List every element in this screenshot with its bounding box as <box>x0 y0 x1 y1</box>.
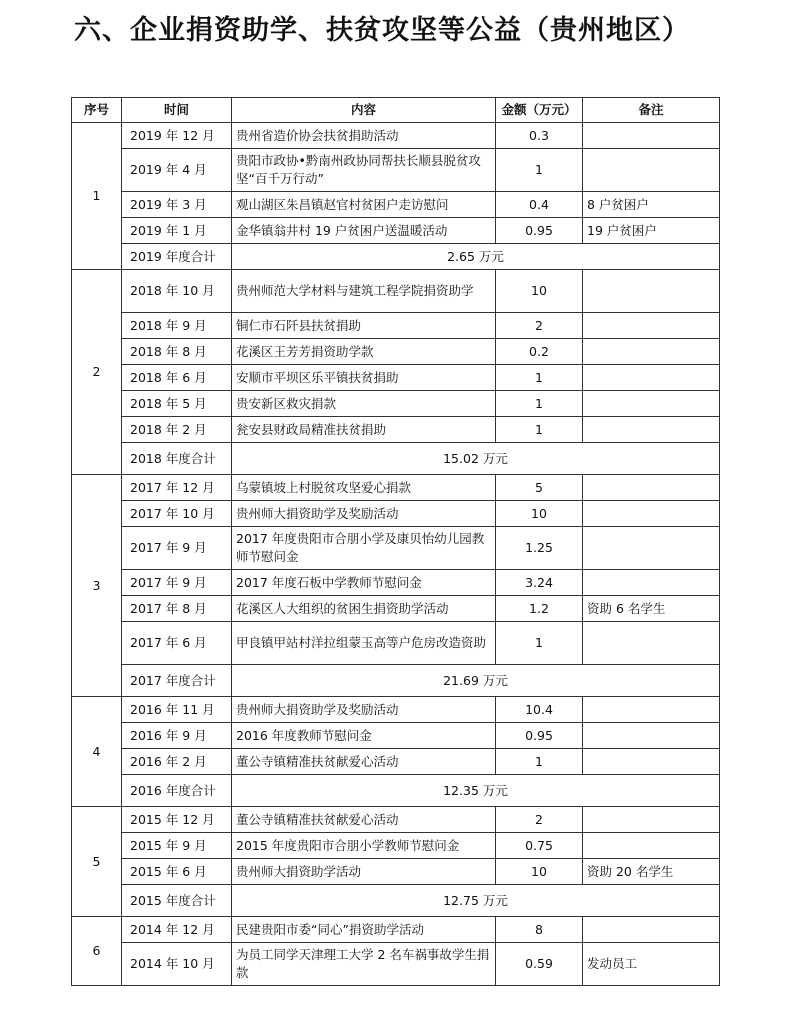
note-cell <box>583 270 720 313</box>
total-label: 2015 年度合计 <box>122 885 232 917</box>
note-cell <box>583 313 720 339</box>
group-index: 4 <box>72 697 122 807</box>
time-cell: 2014 年 12 月 <box>122 917 232 943</box>
content-cell: 甲良镇甲站村洋拉组蒙玉高等户危房改造资助 <box>232 622 496 665</box>
note-cell <box>583 570 720 596</box>
note-cell <box>583 417 720 443</box>
note-cell <box>583 833 720 859</box>
amount-cell: 1 <box>496 149 583 192</box>
total-label: 2019 年度合计 <box>122 244 232 270</box>
time-cell: 2016 年 11 月 <box>122 697 232 723</box>
time-cell: 2017 年 10 月 <box>122 501 232 527</box>
page-title: 六、企业捐资助学、扶贫攻坚等公益（贵州地区） <box>74 15 690 46</box>
total-value: 15.02 万元 <box>232 443 720 475</box>
total-value: 21.69 万元 <box>232 665 720 697</box>
content-cell: 2016 年度教师节慰问金 <box>232 723 496 749</box>
amount-cell: 0.95 <box>496 723 583 749</box>
table-row <box>72 596 720 622</box>
amount-cell: 0.3 <box>496 123 583 149</box>
table-row <box>72 475 720 501</box>
time-cell: 2015 年 9 月 <box>122 833 232 859</box>
table-row <box>72 417 720 443</box>
amount-cell: 1 <box>496 391 583 417</box>
note-cell <box>583 749 720 775</box>
table-row <box>72 339 720 365</box>
table-row <box>72 501 720 527</box>
time-cell: 2015 年 12 月 <box>122 807 232 833</box>
amount-cell: 0.75 <box>496 833 583 859</box>
total-label: 2018 年度合计 <box>122 443 232 475</box>
content-cell: 2017 年度贵阳市合朋小学及康贝怡幼儿园教师节慰问金 <box>232 527 496 570</box>
content-cell: 民建贵阳市委“同心”捐资助学活动 <box>232 917 496 943</box>
amount-cell: 1 <box>496 365 583 391</box>
group-index: 5 <box>72 807 122 917</box>
group-index: 3 <box>72 475 122 697</box>
note-cell <box>583 475 720 501</box>
amount-cell: 0.59 <box>496 943 583 986</box>
time-cell: 2017 年 8 月 <box>122 596 232 622</box>
table-row <box>72 365 720 391</box>
table-row <box>72 859 720 885</box>
header-amount: 金额（万元） <box>496 98 583 123</box>
time-cell: 2018 年 5 月 <box>122 391 232 417</box>
content-cell: 贵州师大捐资助学及奖励活动 <box>232 697 496 723</box>
amount-cell: 3.24 <box>496 570 583 596</box>
note-cell <box>583 123 720 149</box>
note-cell <box>583 723 720 749</box>
table-row <box>72 833 720 859</box>
group-index: 2 <box>72 270 122 475</box>
time-cell: 2018 年 8 月 <box>122 339 232 365</box>
amount-cell: 1 <box>496 749 583 775</box>
table-row <box>72 192 720 218</box>
note-cell <box>583 339 720 365</box>
table-row <box>72 313 720 339</box>
donation-table <box>71 97 720 986</box>
note-cell: 发动员工 <box>583 943 720 986</box>
time-cell: 2018 年 10 月 <box>122 270 232 313</box>
time-cell: 2016 年 9 月 <box>122 723 232 749</box>
content-cell: 贵州师大捐资助学活动 <box>232 859 496 885</box>
note-cell <box>583 391 720 417</box>
amount-cell: 0.2 <box>496 339 583 365</box>
content-cell: 董公寺镇精准扶贫献爱心活动 <box>232 749 496 775</box>
note-cell <box>583 149 720 192</box>
content-cell: 2015 年度贵阳市合朋小学教师节慰问金 <box>232 833 496 859</box>
time-cell: 2019 年 3 月 <box>122 192 232 218</box>
amount-cell: 5 <box>496 475 583 501</box>
note-cell <box>583 697 720 723</box>
time-cell: 2014 年 10 月 <box>122 943 232 986</box>
total-value: 12.75 万元 <box>232 885 720 917</box>
note-cell <box>583 527 720 570</box>
table-row <box>72 570 720 596</box>
table-row <box>72 697 720 723</box>
time-cell: 2017 年 6 月 <box>122 622 232 665</box>
note-cell <box>583 365 720 391</box>
time-cell: 2017 年 9 月 <box>122 570 232 596</box>
total-label: 2016 年度合计 <box>122 775 232 807</box>
content-cell: 贵州师大捐资助学及奖励活动 <box>232 501 496 527</box>
time-cell: 2018 年 6 月 <box>122 365 232 391</box>
amount-cell: 10 <box>496 859 583 885</box>
note-cell: 资助 6 名学生 <box>583 596 720 622</box>
total-row <box>72 443 720 475</box>
amount-cell: 1.25 <box>496 527 583 570</box>
time-cell: 2017 年 9 月 <box>122 527 232 570</box>
table-row <box>72 943 720 986</box>
note-cell <box>583 917 720 943</box>
table-row <box>72 749 720 775</box>
time-cell: 2019 年 4 月 <box>122 149 232 192</box>
header-index: 序号 <box>72 98 122 123</box>
content-cell: 金华镇翁井村 19 户贫困户送温暖活动 <box>232 218 496 244</box>
table-row <box>72 622 720 665</box>
time-cell: 2018 年 9 月 <box>122 313 232 339</box>
time-cell: 2018 年 2 月 <box>122 417 232 443</box>
amount-cell: 2 <box>496 807 583 833</box>
table-row <box>72 917 720 943</box>
content-cell: 董公寺镇精准扶贫献爱心活动 <box>232 807 496 833</box>
total-row <box>72 244 720 270</box>
amount-cell: 1 <box>496 417 583 443</box>
content-cell: 贵阳市政协•黔南州政协同帮扶长顺县脱贫攻坚“百千万行动” <box>232 149 496 192</box>
total-row <box>72 775 720 807</box>
content-cell: 贵州省造价协会扶贫捐助活动 <box>232 123 496 149</box>
note-cell: 19 户贫困户 <box>583 218 720 244</box>
content-cell: 乌蒙镇坡上村脱贫攻坚爱心捐款 <box>232 475 496 501</box>
note-cell <box>583 622 720 665</box>
table-row <box>72 807 720 833</box>
total-row <box>72 665 720 697</box>
amount-cell: 10.4 <box>496 697 583 723</box>
table-row <box>72 149 720 192</box>
total-row <box>72 885 720 917</box>
header-time: 时间 <box>122 98 232 123</box>
content-cell: 花溪区人大组织的贫困生捐资助学活动 <box>232 596 496 622</box>
table-row <box>72 270 720 313</box>
amount-cell: 10 <box>496 501 583 527</box>
note-cell: 资助 20 名学生 <box>583 859 720 885</box>
amount-cell: 0.4 <box>496 192 583 218</box>
total-label: 2017 年度合计 <box>122 665 232 697</box>
total-value: 2.65 万元 <box>232 244 720 270</box>
table-row <box>72 391 720 417</box>
total-value: 12.35 万元 <box>232 775 720 807</box>
content-cell: 观山湖区朱昌镇赵官村贫困户走访慰问 <box>232 192 496 218</box>
amount-cell: 8 <box>496 917 583 943</box>
table-body <box>72 123 720 986</box>
content-cell: 铜仁市石阡县扶贫捐助 <box>232 313 496 339</box>
content-cell: 贵州师范大学材料与建筑工程学院捐资助学 <box>232 270 496 313</box>
table-header-row <box>72 98 720 123</box>
table-row <box>72 123 720 149</box>
header-note: 备注 <box>583 98 720 123</box>
amount-cell: 1.2 <box>496 596 583 622</box>
amount-cell: 0.95 <box>496 218 583 244</box>
table-row <box>72 723 720 749</box>
note-cell: 8 户贫困户 <box>583 192 720 218</box>
amount-cell: 10 <box>496 270 583 313</box>
group-index: 6 <box>72 917 122 986</box>
amount-cell: 2 <box>496 313 583 339</box>
header-content: 内容 <box>232 98 496 123</box>
note-cell <box>583 501 720 527</box>
content-cell: 安顺市平坝区乐平镇扶贫捐助 <box>232 365 496 391</box>
content-cell: 2017 年度石板中学教师节慰问金 <box>232 570 496 596</box>
content-cell: 为员工同学天津理工大学 2 名车祸事故学生捐款 <box>232 943 496 986</box>
content-cell: 花溪区王芳芳捐资助学款 <box>232 339 496 365</box>
time-cell: 2017 年 12 月 <box>122 475 232 501</box>
time-cell: 2016 年 2 月 <box>122 749 232 775</box>
table-row <box>72 527 720 570</box>
amount-cell: 1 <box>496 622 583 665</box>
content-cell: 贵安新区救灾捐款 <box>232 391 496 417</box>
time-cell: 2019 年 12 月 <box>122 123 232 149</box>
time-cell: 2019 年 1 月 <box>122 218 232 244</box>
time-cell: 2015 年 6 月 <box>122 859 232 885</box>
group-index: 1 <box>72 123 122 270</box>
note-cell <box>583 807 720 833</box>
table-row <box>72 218 720 244</box>
content-cell: 瓮安县财政局精准扶贫捐助 <box>232 417 496 443</box>
